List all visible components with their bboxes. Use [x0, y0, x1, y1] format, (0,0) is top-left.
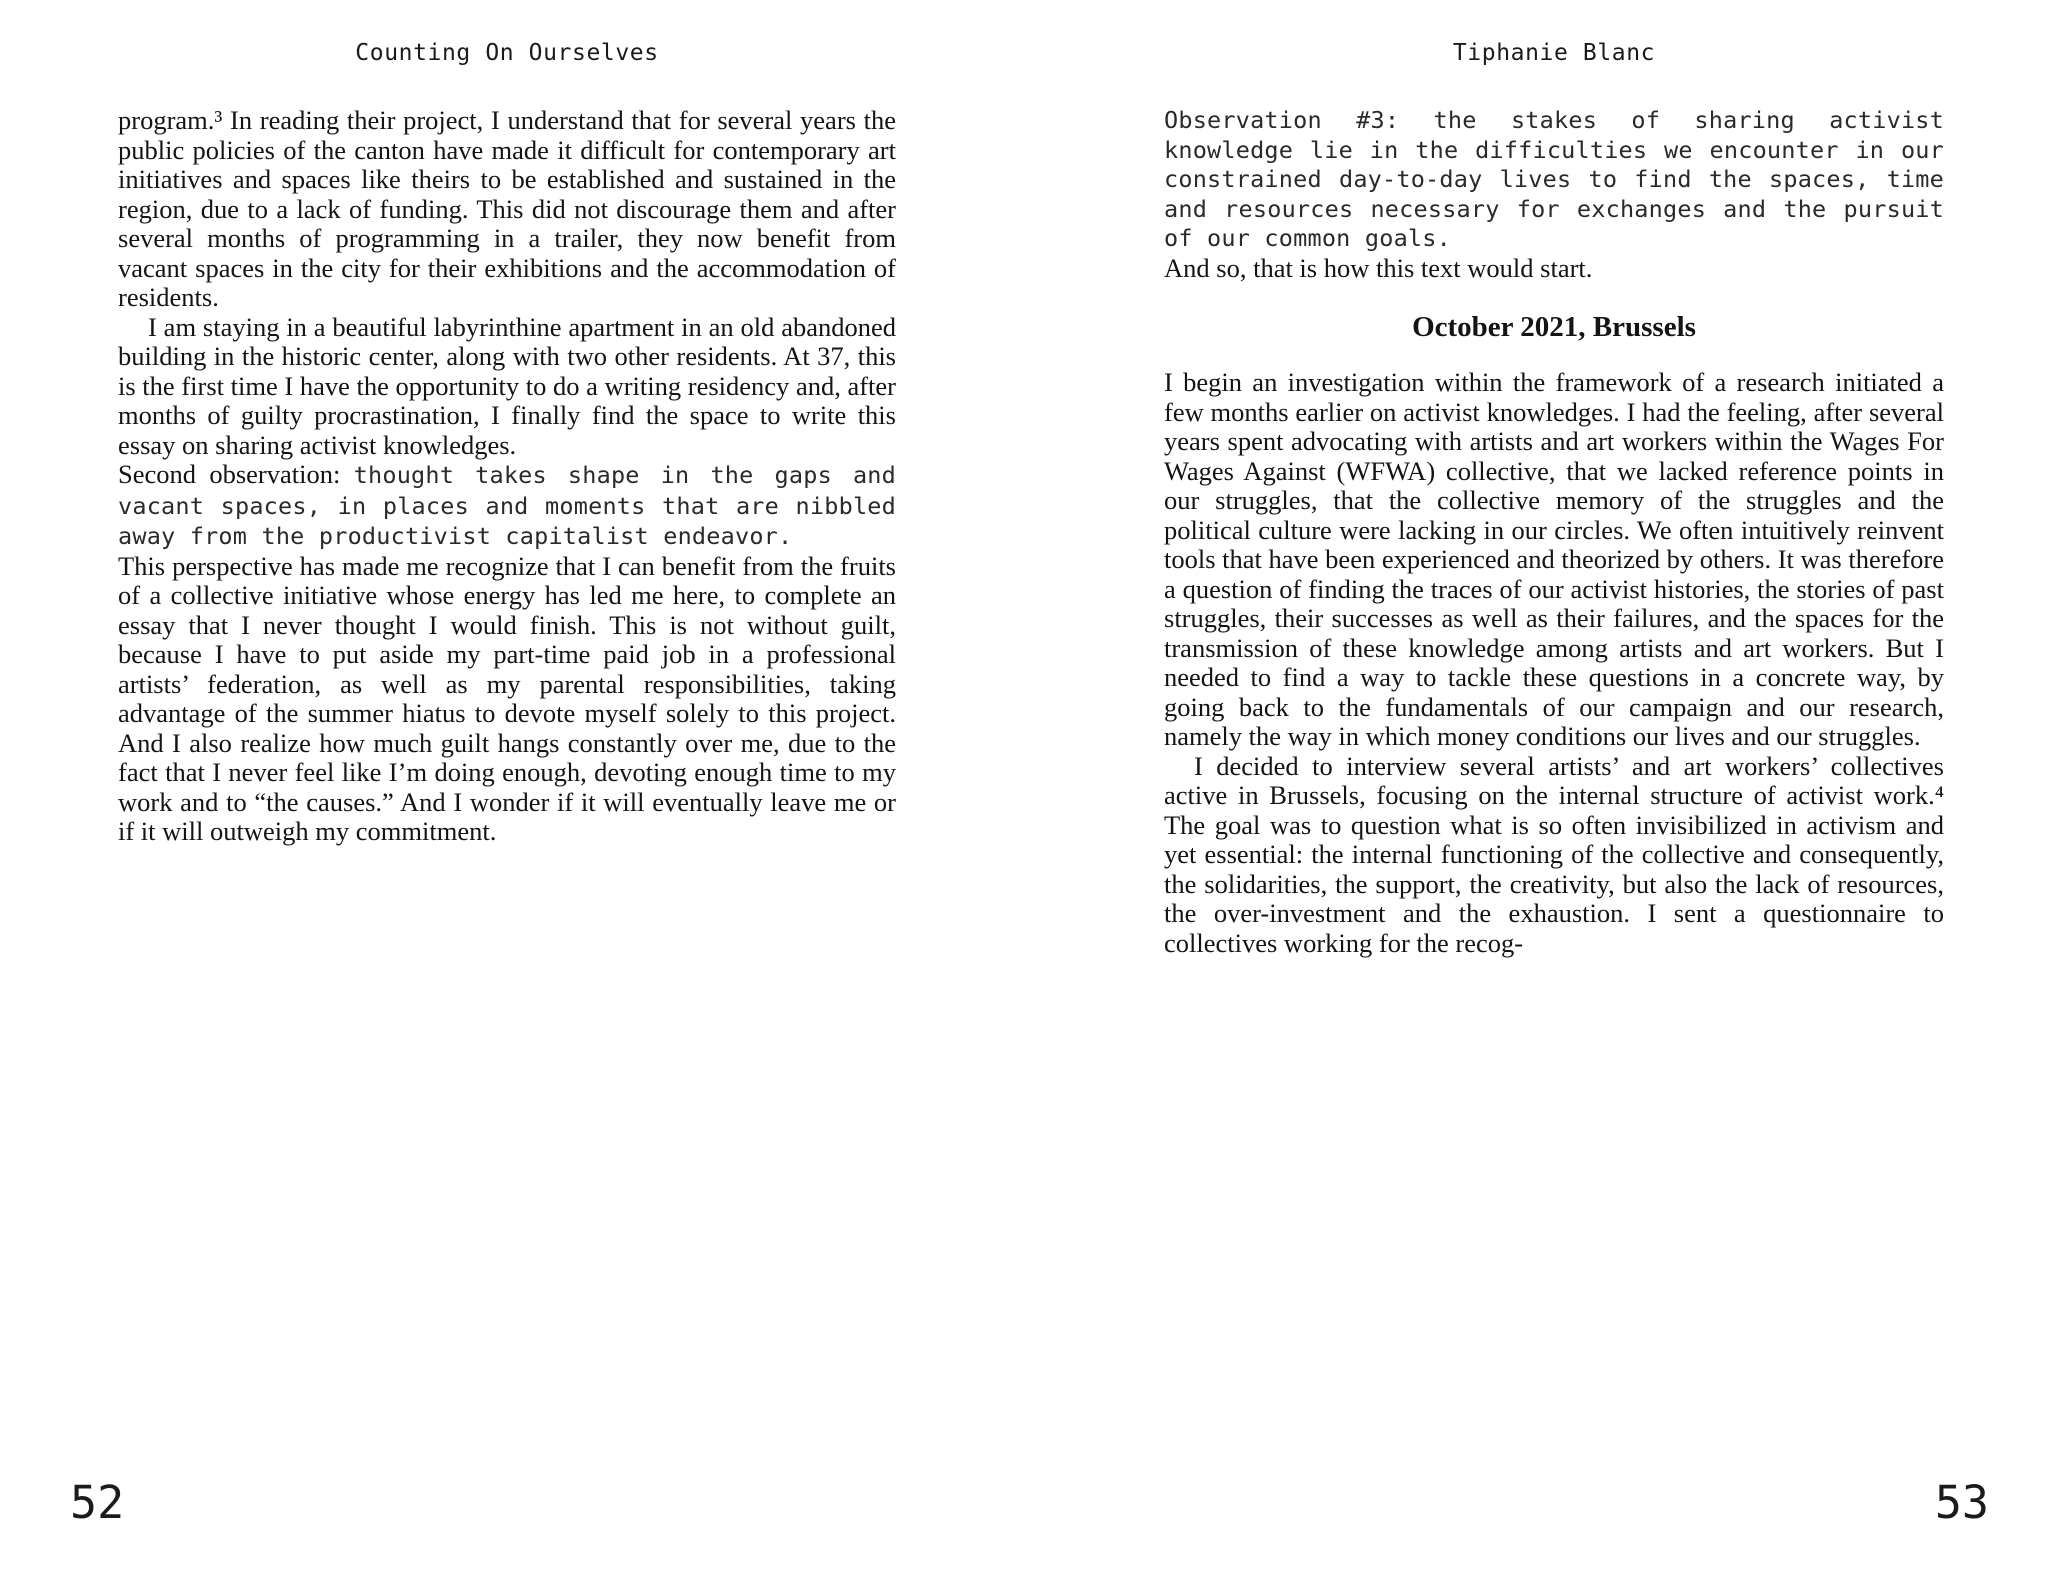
text-block-left: [118, 106, 896, 847]
body-paragraph: This perspective has made me recognize that I can benefit from the fruits of a collective initiative whose energy has led me here, to complete an essay that I never thought I would finish. This is not without guilt, because I have to put aside my part-time paid job in a professional artists’ federation, as well as my parental responsibilities, taking advantage of the summer hiatus to devote myself solely to this project. And I also realize how much guilt hangs constantly over me, due to the fact that I never feel like I’m doing enough, devoting enough time to my work and to “the causes.” And I wonder if it will eventually leave me or if it will outweigh my commitment.: [118, 550, 896, 846]
observation-paragraph: [118, 460, 896, 552]
observation-paragraph: Observation #3: the stakes of sharing activist knowledge lie in the difficulties we encounter in our constrained day-to-day lives to find the spaces, time and resources necessary for exchanges and the pursuit of our common goals.: [1164, 106, 1944, 252]
page-number-right: 53: [1934, 1476, 1989, 1529]
body-paragraph: And so, that is how this text would start.: [1164, 252, 1593, 283]
page-left: [118, 0, 896, 1575]
text-block-right: [1164, 106, 1944, 958]
running-header-right: Tiphanie Blanc: [1452, 40, 1656, 66]
body-paragraph: I decided to interview several artists’ and art workers’ collectives active in Brussels, focusing on the internal structure of activist work.⁴ The goal was to question what is so often invisibilized in activism and yet essential: the internal functioning of the collective and consequently, the solidarities, the support, the creativity, but also the lack of resources, the over-investment and the exhaustion. I sent a questionnaire to collectives working for the recog-: [1164, 750, 1944, 958]
section-heading: October 2021, Brussels: [1412, 311, 1696, 343]
running-header-left: Counting On Ourselves: [355, 40, 659, 66]
observation-lead: Second observation:: [118, 459, 354, 489]
page-right: [1164, 0, 1944, 1575]
body-paragraph: program.³ In reading their project, I understand that for several years the public policies of the canton have made it difficult for contemporary art initiatives and spaces like theirs to be established and sustained in the region, due to a lack of funding. This did not discourage them and after several months of programming in a trailer, they now benefit from vacant spaces in the city for their exhibitions and the accommodation of residents.: [118, 105, 896, 312]
page-number-left: 52: [70, 1476, 125, 1529]
body-paragraph: I am staying in a beautiful labyrinthine apartment in an old abandoned building in the historic center, along with two other residents. At 37, this is the first time I have the opportunity to do a writing residency and, after months of guilty procrastination, I finally find the space to write this essay on sharing activist knowledges.: [118, 311, 896, 460]
body-paragraph: I begin an investigation within the framework of a research initiated a few months earlier on activist knowledges. I had the feeling, after several years spent advocating with artists and art workers within the Wages For Wages Against (WFWA) collective, that we lacked reference points in our struggles, that the collective memory of the struggles and the political culture were lacking in our circles. We often intuitively reinvent tools that have been experienced and theorized by others. It was therefore a question of finding the traces of our activist histories, the stories of past struggles, their successes as well as their failures, and the spaces for the transmission of these knowledge among artists and art workers. But I needed to find a way to tackle these questions in a concrete way, by going back to the fundamentals of our campaign and our research, namely the way in which money conditions our lives and our struggles.: [1164, 367, 1944, 751]
observation-text: thought takes shape in the gaps and vacant spaces, in places and moments that are nibbled away from the productivist capitalist endeavor.: [118, 461, 897, 550]
